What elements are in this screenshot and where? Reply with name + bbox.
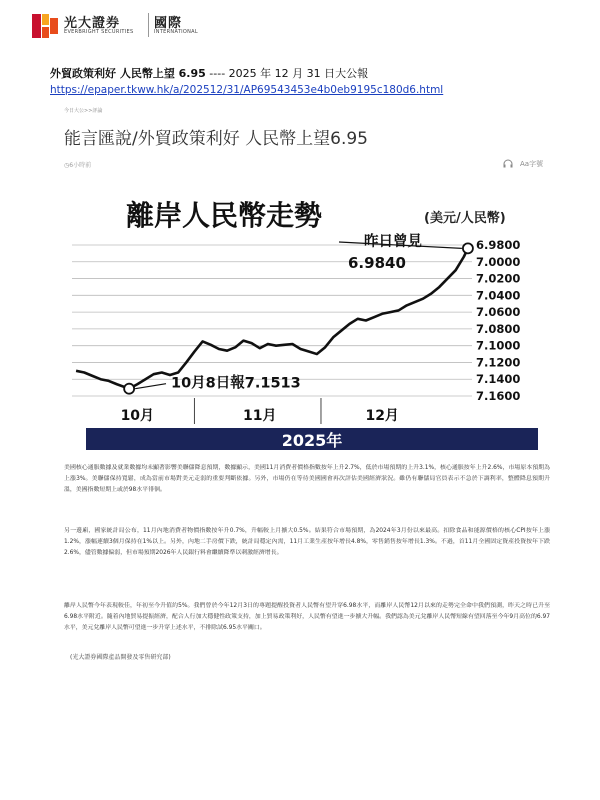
y-tick-label: 7.1000: [476, 338, 521, 353]
rmb-series-line: [76, 248, 468, 388]
y-tick-label: 7.0200: [476, 271, 521, 286]
publish-time: ◷6小時前: [64, 162, 92, 169]
article-headline: 能言匯說/外貿政策利好 人民幣上望6.95: [64, 129, 368, 149]
low-annotation: 10月8日報7.1513: [171, 375, 301, 392]
y-tick-label: 7.0000: [476, 254, 521, 269]
low-point-marker: [124, 384, 134, 394]
logo-intl-en: INTERNATIONAL: [154, 29, 198, 35]
document-title-bold: 外貿政策利好 人民幣上望 6.95: [50, 67, 206, 80]
body-paragraph-2: 另一邊廂，國家統計局公布，11月內地消費者物價指數按年升0.7%，升幅較上月擴大0.5%。結果符合市場預期，為2024年3月份以來最高。扣除食品和能源價格的核心CPI按年上漲1.2%，漲幅連續3個月保持在1%以上。另外，內地二手房價下跌，統計局穩定內需，11月工業生產按年增長4.8%，零售銷售按年增長1.3%。不過，首11月全國固定資產投資按年下跌2.6%，儘管數據偏弱，但市場預期2026年人民銀行料會繼續降準以刺激經濟增長。: [64, 528, 550, 556]
y-tick-label: 7.1400: [476, 372, 521, 387]
headphones-icon[interactable]: [503, 159, 513, 168]
latest-point-marker: [463, 243, 473, 253]
logo-mark-icon: [32, 14, 58, 38]
x-tick-label: 12月: [365, 408, 399, 424]
body-paragraph-1: 美國核心通脹數據及就業數據均未顯著影響美聯儲降息預期，數據顯示，美國11月消費者價格指數按年上升2.7%，低於市場預期的上升3.1%，核心通脹按年上升2.6%，市場原本預期為上漲3%。美聯儲保持寬鬆，成為當前市場對美元走弱的重要判斷依據。另外，市場仍在等待美國國會再次評估美國經濟狀況。雖仍有聯儲局官員表示不急於下調利率，整體降息預期升溫，美國指數短期上或於98水平徘徊。: [64, 465, 550, 493]
y-tick-label: 7.0400: [476, 288, 521, 303]
source-link[interactable]: https://epaper.tkww.hk/a/202512/31/AP69543453e4b0eb9195c180d6.html: [50, 84, 444, 96]
source-credit: (光大證券國際產品開發及零售研究部): [70, 654, 171, 661]
y-tick-label: 7.0600: [476, 305, 521, 320]
breadcrumb[interactable]: 今日大公>>評論: [64, 108, 103, 114]
document-title-date: ---- 2025 年 12 月 31 日大公報: [205, 67, 369, 80]
logo-name-cn: 光大證券: [64, 16, 121, 31]
x-tick-label: 10月: [120, 408, 155, 424]
y-tick-label: 6.9800: [476, 238, 521, 252]
chart-title: 離岸人民幣走勢: [126, 199, 323, 232]
x-tick-label: 11月: [243, 408, 277, 424]
publish-time-text: 6小時前: [69, 162, 92, 169]
latest-annotation-value: 6.9840: [348, 254, 406, 272]
offshore-rmb-chart: [64, 188, 556, 452]
logo-name-en: EVERBRIGHT SECURITIES: [64, 29, 134, 35]
year-label: 2025年: [281, 431, 343, 450]
logo-intl-cn: 國際: [154, 16, 183, 31]
chart-unit: (美元/人民幣): [424, 211, 506, 226]
latest-annotation-line1: 昨日曾見: [364, 234, 422, 250]
body-paragraph-3: 離岸人民幣今年表現較佳，年初至今升值約5%。我們曾於今年12月3日的專題提醒投資者人民幣有望升穿6.98水平，而離岸人民幣12月以來的走勢完全命中我們預測，昨天之時已升至6.98水平附近。隨着內地貿易提振經濟，配合人行加大穩健性政策支持，加上貿易政策利好，人民幣有望進一步擴大升幅。我們認為美元兌離岸人民幣短線有望回落至今年9月高位的6.97水平，美元兌離岸人民幣可望進一步升穿上述水平，不排除試6.95水平關口。: [64, 603, 550, 631]
y-tick-label: 7.0800: [476, 321, 521, 336]
font-size-button[interactable]: Aa字號: [520, 160, 544, 168]
y-tick-label: 7.1200: [476, 355, 521, 370]
logo-divider: [148, 13, 149, 37]
low-callout-line: [135, 384, 166, 389]
y-tick-label: 7.1600: [476, 389, 521, 403]
document-title: [50, 65, 368, 81]
